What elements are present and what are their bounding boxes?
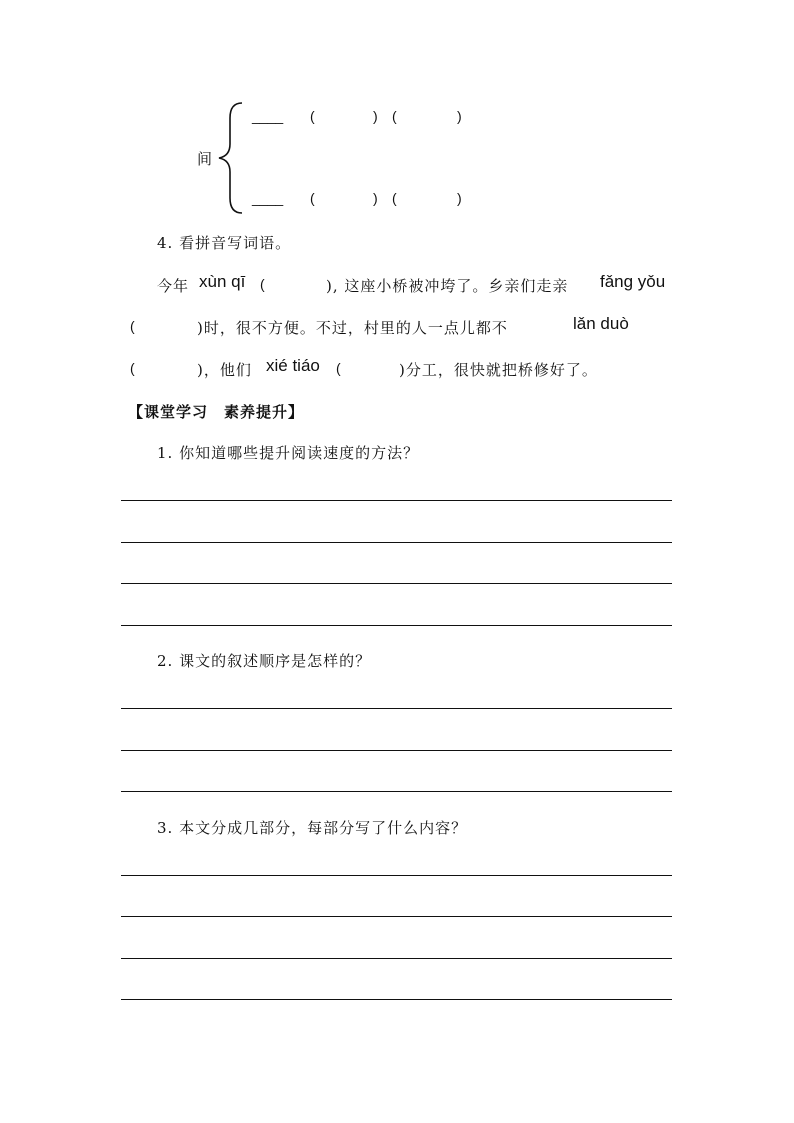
paren-open: ( xyxy=(260,276,265,292)
pinyin-xietiao: xié tiáo xyxy=(266,356,320,375)
paren-open: ( xyxy=(336,360,341,376)
pinyin-xunqi: xùn qī xyxy=(199,272,246,291)
pinyin-landuo: lǎn duò xyxy=(573,314,629,333)
answer-line[interactable] xyxy=(121,750,672,751)
curly-brace-icon xyxy=(215,100,245,216)
q4-line2-mid: )时，很不方便。不过，村里的人一点儿都不 xyxy=(197,319,508,337)
q4-line3-post: )分工，很快就把桥修好了。 xyxy=(399,361,598,379)
answer-line[interactable] xyxy=(121,625,672,626)
paren-close: ) xyxy=(373,108,378,124)
answer-line[interactable] xyxy=(121,916,672,917)
answer-line[interactable] xyxy=(121,708,672,709)
paren-open: ( xyxy=(392,190,397,206)
question-1: 1. 你知道哪些提升阅读速度的方法？ xyxy=(157,444,420,462)
answer-line[interactable] xyxy=(121,999,672,1000)
paren-open: ( xyxy=(310,108,315,124)
polyphone-blank-1[interactable]: ____ xyxy=(252,108,284,124)
q4-title: 4. 看拼音写词语。 xyxy=(157,234,292,252)
paren-open: ( xyxy=(130,360,135,376)
paren-close: ) xyxy=(457,190,462,206)
paren-open: ( xyxy=(310,190,315,206)
q4-line1-pre: 今年 xyxy=(157,277,190,295)
paren-open: ( xyxy=(392,108,397,124)
polyphone-char: 间 xyxy=(197,150,214,168)
pinyin-fangyou: fǎng yǒu xyxy=(600,272,666,291)
section-title: 【课堂学习 素养提升】 xyxy=(128,403,305,421)
question-2: 2. 课文的叙述顺序是怎样的？ xyxy=(157,652,372,670)
paren-close: ) xyxy=(373,190,378,206)
polyphone-blank-2[interactable]: ____ xyxy=(252,190,284,206)
paren-open: ( xyxy=(130,318,135,334)
answer-line[interactable] xyxy=(121,500,672,501)
q4-line3-mid: )，他们 xyxy=(197,361,252,379)
paren-close: ) xyxy=(457,108,462,124)
answer-line[interactable] xyxy=(121,958,672,959)
answer-line[interactable] xyxy=(121,542,672,543)
q4-line1-mid: ), 这座小桥被冲垮了。乡亲们走亲 xyxy=(326,277,569,295)
answer-line[interactable] xyxy=(121,791,672,792)
answer-line[interactable] xyxy=(121,583,672,584)
answer-line[interactable] xyxy=(121,875,672,876)
question-3: 3. 本文分成几部分，每部分写了什么内容？ xyxy=(157,819,468,837)
